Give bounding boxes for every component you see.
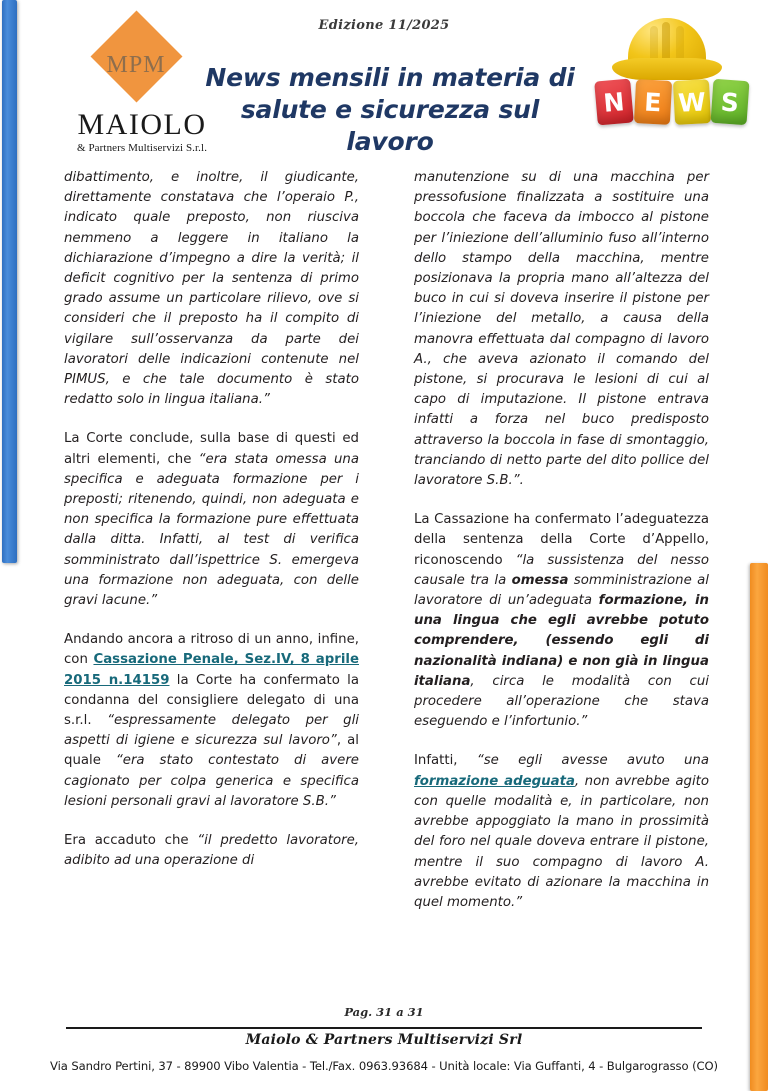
text-run: Andando ancora a ritroso di un anno, infine, con [64,632,359,668]
paragraph [64,429,359,611]
paragraph [64,168,359,410]
text-run: “il predetto lavoratore, adibito ad una operazione di [64,833,360,869]
news-block-letter: N [594,79,633,126]
page-footer [0,1005,768,1091]
text-run: , non avrebbe agito con quelle modalità e, in particolare, non avrebbe appoggiato la mano in prossimità del foro nel quale doveva entrare il pistone, mentre il suo compagno di lavoro A. avrebbe evitato di azionare la macchina in quel momento.” [414,773,709,910]
text-run: La Corte conclude, sulla base di questi ed altri elementi, che [64,431,359,467]
page-header [0,0,768,165]
left-text-column [64,168,359,891]
edition-label: Edizione 11/2025 [318,18,450,33]
text-run: Era accaduto che [64,833,198,849]
text-run: dibattimento, e inoltre, il giudicante, direttamente constatava che l’operaio P., indicato quale preposto, non riusciva nemmeno a leggere in italiano la dichiarazione d’impegno a dire la verità; il deficit cognitivo per la sentenza di primo grado assume un particolare rilievo, ove si consideri che il preposto ha il compito di vigilare sull’osservanza da parte dei lavoratori delle indicazioni contenute nel PIMUS, e che tale documento è stato redatto solo in lingua italiana.” [64,170,359,408]
text-run: manutenzione su di una macchina per pressofusione finalizzata a sostituire una boccola che faceva da imbocco al pistone per l’iniezione dell’alluminio fuso all’interno dello stampo della macchina, mentre posizionava la propria mano all’altezza del buco in cui si doveva inserire il pistone per l’iniezione del metallo, a causa della manovra effettuata dal compagno di lavoro A., che aveva azionato il comando del pistone, si procurava le lesioni di cui al capo di imputazione. Il pistone entrava infatti a forza nel buco predisposto attraverso la boccola in fase di smontaggio, tranciando di netto parte del dito pollice del lavoratore S.B.”. [414,170,709,489]
reference-link[interactable]: Cassazione Penale, Sez.IV, 8 aprile 2015 n.14159 [64,652,359,688]
hard-hat-brim [612,58,722,80]
news-block-letter: E [634,79,672,125]
news-letter-blocks [596,80,748,132]
text-run: “se egli avesse avuto una [476,753,709,769]
text-run: Infatti, [414,753,477,769]
text-run: , circa le modalità con cui procedere all’operazione che stava eseguendo e l’infortunio.” [414,673,709,730]
text-run: “espressamente delegato per gli aspetti di igiene e sicurezza sul lavoro” [64,713,359,749]
logo-monogram: MPM [106,52,166,78]
company-logo [62,24,222,154]
text-run: somministrazione al lavoratore di un’adeguata [414,572,709,609]
text-run: omessa [511,572,569,588]
text-run: “era stato contestato di avere cagionato per colpa generica e specifica lesioni personali gravi al lavoratore S.B.” [64,753,359,809]
paragraph [64,630,359,812]
paragraph [64,831,359,871]
paragraph [414,168,709,491]
footer-company-name: Maiolo & Partners Multiservizi Srl [245,1032,523,1048]
text-run: “la sussistenza del nesso causale tra la [414,552,709,588]
news-block-letter: S [711,79,750,125]
reference-link[interactable]: formazione adeguata [414,773,575,789]
right-text-column [414,168,709,932]
page-title: News mensili in materia di salute e sicurezza sul lavoro [205,63,575,156]
footer-address: Via Sandro Pertini, 37 - 89900 Vibo Valentia - Tel./Fax. 0963.93684 - Unità locale: Via Guffanti, 4 - Bulgarograsso (CO) [50,1059,718,1073]
text-run: la Corte ha confermato la condanna del consigliere delegato di una s.r.l. [64,672,359,729]
logo-company-name: MAIOLO [77,108,207,141]
text-run: formazione, in una lingua che egli avrebbe potuto comprendere, (essendo egli di nazionalità indiana) e non già in lingua italiana [414,593,709,689]
text-run: , al quale [64,733,359,769]
paragraph [414,751,709,913]
text-run: “era stata omessa una specifica e adeguata formazione per i preposti; ritenendo, quindi, non adeguata e non specifica la formazione pure effettuata dalla ditta. Infatti, al test di verifica somministrato dall’ispettrice S. emergeva una formazione non adeguata, con delle gravi lacune.” [64,451,359,609]
page-number: Pag. 31 a 31 [344,1005,424,1019]
article-body [0,168,768,1003]
text-run: La Cassazione ha confermato l’adeguatezza della sentenza della Corte d’Appello, riconoscendo [414,512,709,568]
paragraph [414,510,709,732]
logo-diamond-mark [90,24,182,116]
footer-divider [66,1027,702,1029]
news-block-letter: W [672,79,710,125]
logo-company-subtitle: & Partners Multiservizi S.r.l. [76,142,208,154]
news-artwork [592,16,752,161]
hard-hat-icon [612,18,722,80]
